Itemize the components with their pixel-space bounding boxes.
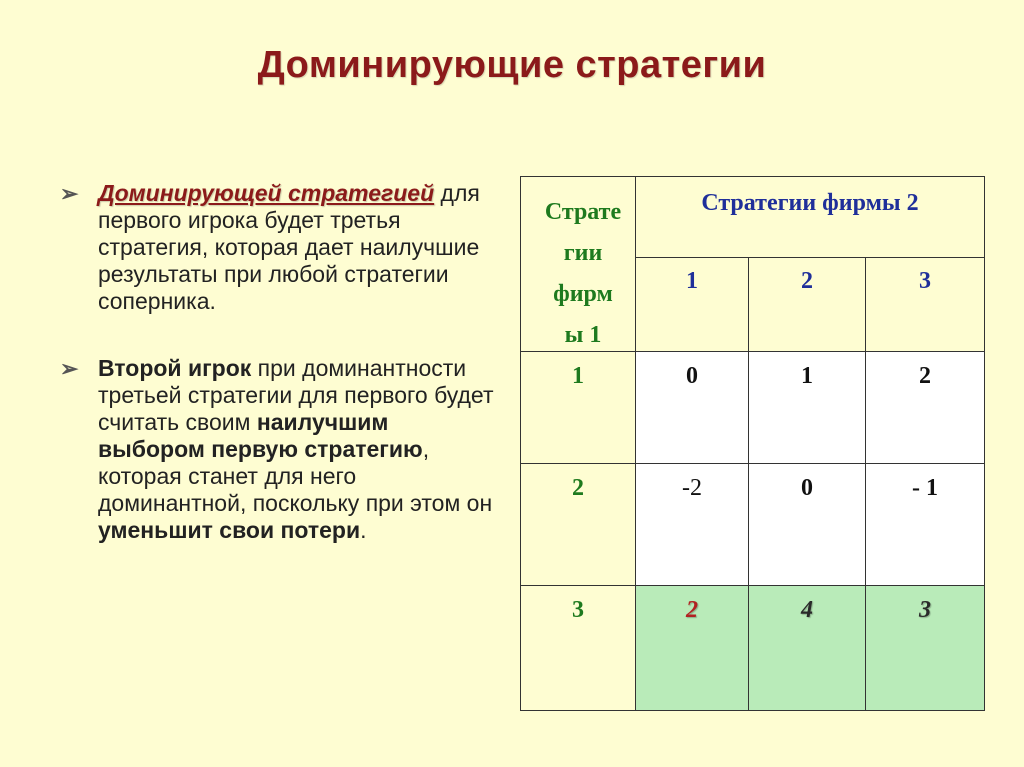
arrow-bullet-icon: ➢ bbox=[60, 356, 79, 381]
column-group-header-firm2: Стратегии фирмы 2 bbox=[636, 177, 985, 258]
corner-label-line: гии bbox=[563, 240, 603, 266]
slide-title: Доминирующие стратегии bbox=[257, 44, 767, 86]
dominant-payoff-cell: 2 bbox=[636, 586, 749, 711]
payoff-cell: -2 bbox=[636, 464, 749, 586]
bullet-emphasis: Второй игрок bbox=[98, 355, 252, 381]
payoff-cell: 0 bbox=[636, 352, 749, 464]
column-header-1: 1 bbox=[636, 257, 749, 352]
bullet-text: при доминантности третьей стратегии для первого будет считать своим bbox=[98, 355, 494, 435]
payoff-cell: 2 bbox=[866, 352, 985, 464]
dominant-payoff-cell: 4 bbox=[749, 586, 866, 711]
dominant-payoff-cell: 3 bbox=[866, 586, 985, 711]
bullet-emphasis: уменьшит свои потери bbox=[98, 517, 361, 543]
bullet-text: , которая станет для него доминантной, поскольку при этом он bbox=[98, 436, 493, 516]
row-header-2: 2 bbox=[521, 464, 636, 586]
column-header-3: 3 bbox=[866, 257, 985, 352]
corner-label-line: ы 1 bbox=[564, 322, 602, 348]
bullet-text: . bbox=[360, 517, 367, 543]
corner-label-line: Страте bbox=[544, 199, 622, 225]
bullet-item-second-player bbox=[60, 355, 500, 544]
bullet-emphasis: Доминирующей стратегией bbox=[98, 180, 435, 206]
payoff-matrix bbox=[520, 176, 985, 711]
row-header-3: 3 bbox=[521, 586, 636, 711]
bullet-emphasis: наилучшим выбором первую стратегию bbox=[98, 409, 423, 462]
column-header-2: 2 bbox=[749, 257, 866, 352]
corner-label-line: фирм bbox=[553, 281, 613, 307]
bullet-list bbox=[60, 180, 500, 584]
bullet-text: для первого игрока будет третья стратегия, которая дает наилучшие результаты при любой стратегии соперника. bbox=[98, 180, 480, 314]
payoff-cell: - 1 bbox=[866, 464, 985, 586]
arrow-bullet-icon: ➢ bbox=[60, 181, 79, 206]
payoff-cell: 0 bbox=[749, 464, 866, 586]
corner-header-firm1 bbox=[521, 177, 636, 352]
bullet-item-dominant-strategy bbox=[60, 180, 500, 315]
row-header-1: 1 bbox=[521, 352, 636, 464]
payoff-cell: 1 bbox=[749, 352, 866, 464]
